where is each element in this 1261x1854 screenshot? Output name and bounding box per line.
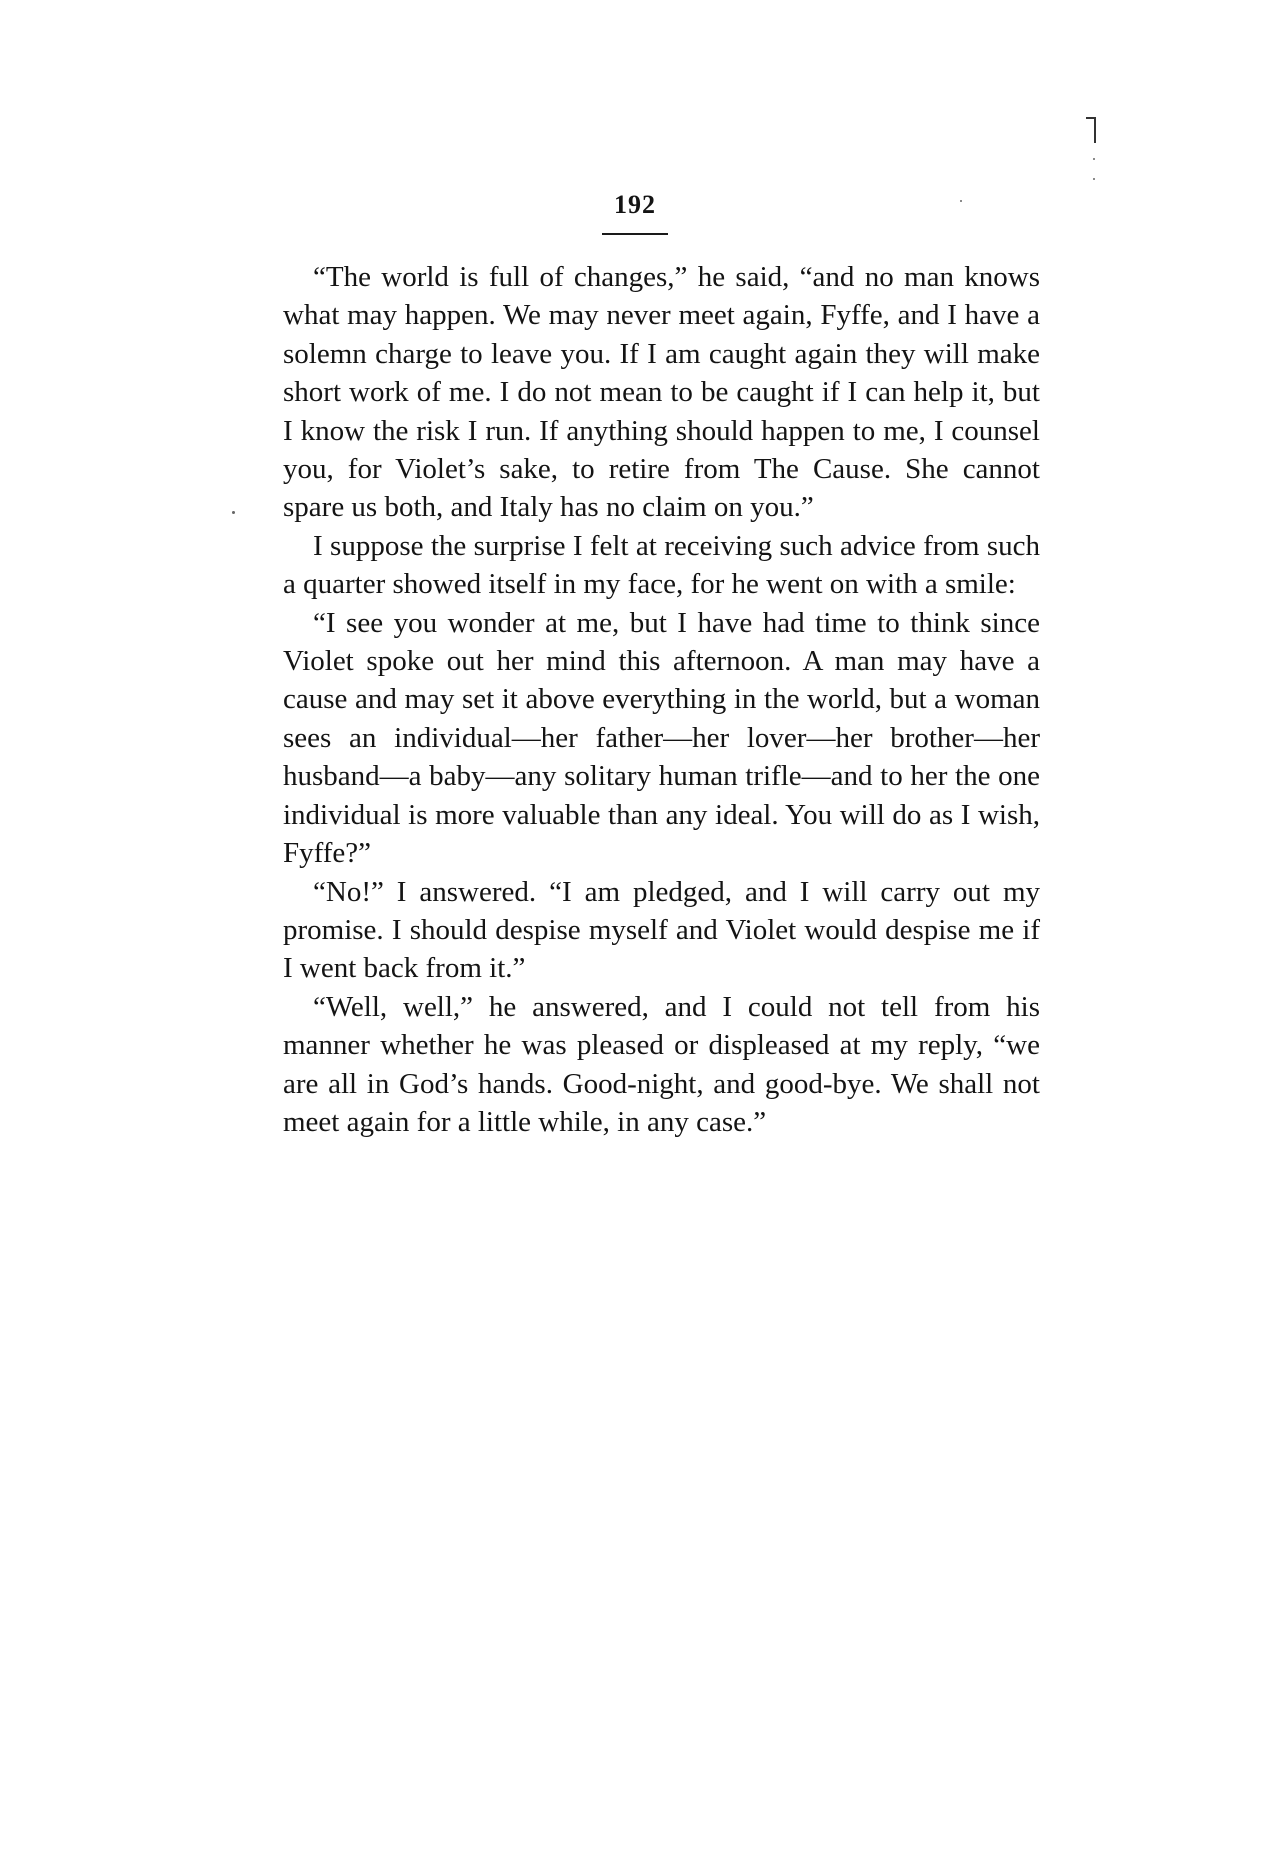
paragraph: “The world is full of changes,” he said, “and no man knows what may happen. We may never meet again, Fyffe, and I have a solemn charge to leave you. If I am caught again they will make short work of me. I do not mean to be caught if I can help it, but I know the risk I run. If anything should happen to me, I counsel you, for Violet’s sake, to retire from The Cause. She cannot spare us both, and Italy has no claim on you.” <box>283 261 1040 524</box>
ink-speck <box>232 511 235 514</box>
paragraph: “No!” I answered. “I am pledged, and I will carry out my promise. I should despise myself and Violet would despise me if I went back from it.” <box>283 875 1040 985</box>
page-number: 192 <box>614 190 656 219</box>
paragraph: “Well, well,” he answered, and I could not tell from his manner whether he was pleased or displeased at my reply, “we are all in God’s hands. Good-night, and good-bye. We shall not meet again for a little while, in any case.” <box>283 990 1040 1138</box>
ink-speck <box>960 200 962 202</box>
paragraph: “I see you wonder at me, but I have had time to think since Violet spoke out her mind this afternoon. A man may have a cause and may set it above everything in the world, but a woman sees an individual—her father—her lover—her brother—her husband—a baby—any solitary human trifle—and to her the one individual is more valuable than any ideal. You will do as I wish, Fyffe?” <box>283 606 1040 870</box>
margin-bracket-mark <box>1086 117 1096 143</box>
ink-speck <box>1093 178 1095 180</box>
ink-speck <box>1093 158 1095 160</box>
page-number-rule <box>602 233 668 235</box>
paragraph: I suppose the surprise I felt at receiving such advice from such a quarter showed itself in my face, for he went on with a smile: <box>283 529 1040 601</box>
body-text <box>283 258 1040 1141</box>
